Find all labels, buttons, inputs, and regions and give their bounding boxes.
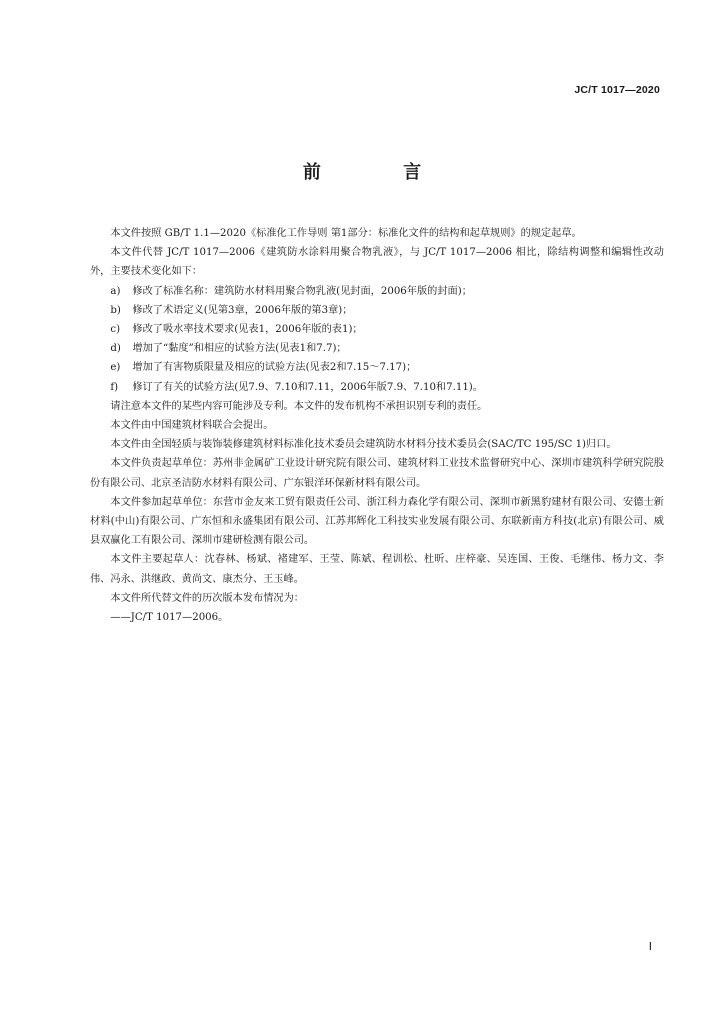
change-item-mark: d) (110, 343, 121, 355)
page-title: 前 言 (302, 162, 460, 183)
change-item (90, 378, 664, 397)
change-item-text: 增加了有害物质限量及相应的试验方法(见表2和7.15～7.17)； (132, 362, 417, 374)
replaced-version-entry: ——JC/T 1017—2006。 (110, 612, 229, 624)
change-item-text: 修改了术语定义(见第3章，2006年版的第3章)； (132, 304, 353, 316)
paragraph-main-drafters: 本文件主要起草人：沈春林、杨斌、褚建军、王莹、陈斌、程训松、杜昕、庄梓豪、吴连国、王俊、毛继伟、杨力文、李伟、冯永、洪继政、黄尚文、康杰分、王玉峰。 (90, 554, 664, 585)
standard-code: JC/T 1017—2020 (574, 84, 660, 96)
change-item (90, 358, 664, 377)
paragraph-drafting-rules: 本文件按照 GB/T 1.1—2020《标准化工作导则 第1部分：标准化文件的结构和起草规则》的规定起草。 (110, 228, 582, 239)
change-item-text: 修改了吸水率技术要求(见表1，2006年版的表1)； (132, 324, 363, 336)
paragraph-version-history: 本文件所代替文件的历次版本发布情况为： (110, 592, 304, 604)
change-item (90, 320, 664, 339)
paragraph-patent-notice: 请注意本文件的某些内容可能涉及专利。本文件的发布机构不承担识别专利的责任。 (110, 400, 488, 412)
paragraph-replaces: 本文件代替 JC/T 1017—2006《建筑防水涂料用聚合物乳液》，与 JC/T 1017—2006 相比，除结构调整和编辑性改动外，主要技术变化如下： (90, 247, 664, 278)
paragraph-technical-committee: 本文件由全国轻质与装饰装修建筑材料标准化技术委员会建筑防水材料分技术委员会(SAC/TC 195/SC 1)归口。 (110, 439, 617, 451)
change-item (90, 282, 664, 301)
foreword-body (90, 224, 664, 627)
change-item (90, 301, 664, 320)
change-item-text: 修订了有关的试验方法(见7.9、7.10和7.11，2006年版7.9、7.10和7.11)。 (132, 381, 483, 393)
page-number: I (648, 940, 652, 953)
change-item-mark: c) (110, 324, 121, 336)
change-item (90, 339, 664, 358)
change-item-mark: b) (110, 304, 121, 316)
paragraph-participating-drafters: 本文件参加起草单位：东营市金友来工贸有限责任公司、浙江科力森化学有限公司、深圳市新黑豹建材有限公司、安德士新材料(中山)有限公司、广东恒和永盛集团有限公司、江苏邦辉化工科技实业发展有限公司、东联新南方科技(北京)有限公司、威县双赢化工有限公司、深圳市建研检测有限公司。 (90, 496, 664, 547)
change-item-text: 修改了标准名称：建筑防水材料用聚合物乳液(见封面，2006年版的封面)； (132, 285, 472, 297)
paragraph-proposer: 本文件由中国建筑材料联合会提出。 (110, 420, 274, 432)
change-item-mark: e) (110, 362, 121, 374)
change-item-mark: a) (110, 285, 121, 297)
paragraph-lead-drafters: 本文件负责起草单位：苏州非金属矿工业设计研究院有限公司、建筑材料工业技术监督研究中心、深圳市建筑科学研究院股份有限公司、北京圣洁防水材料有限公司、广东银洋环保新材料有限公司。 (90, 458, 664, 489)
change-item-mark: f) (110, 381, 119, 393)
change-item-text: 增加了“黏度”和相应的试验方法(见表1和7.7)； (132, 343, 347, 355)
